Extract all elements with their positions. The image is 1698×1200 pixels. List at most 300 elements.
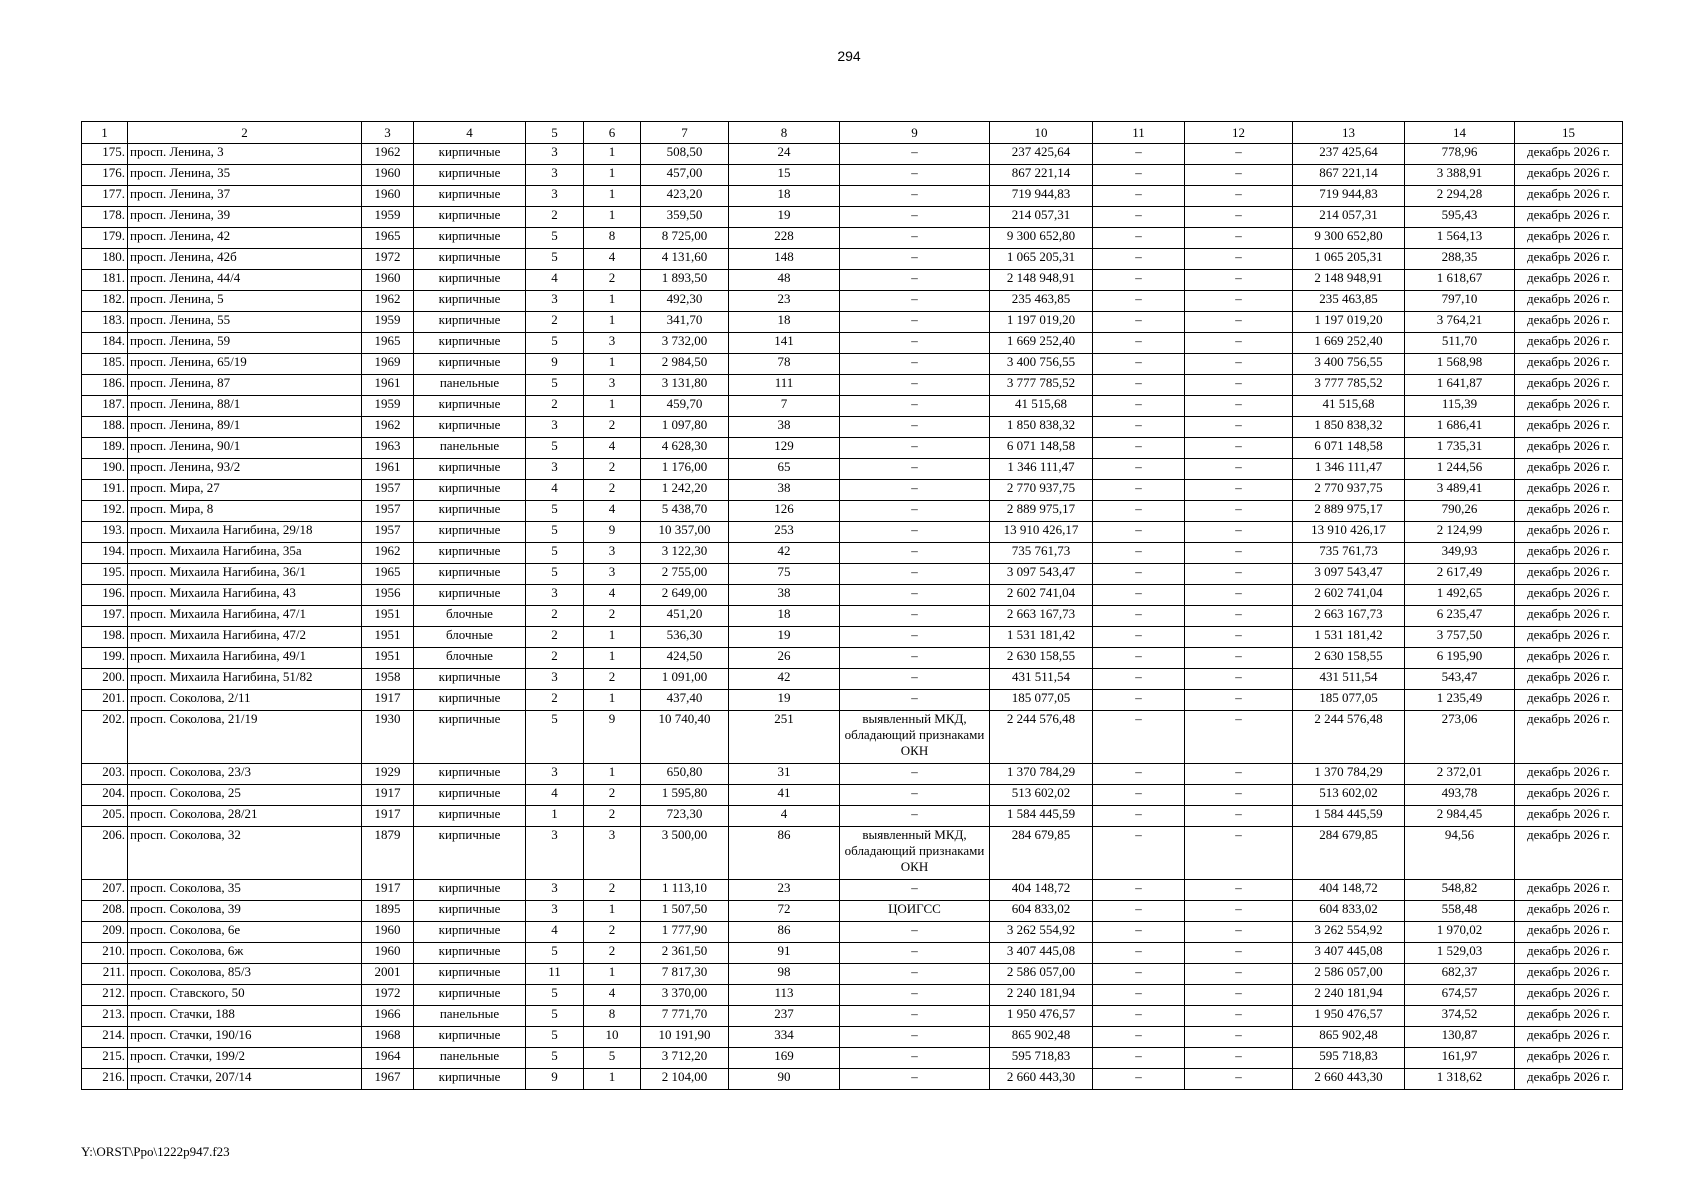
cell-col-5: 5 [526,501,584,522]
cell-col-15: декабрь 2026 г. [1515,312,1623,333]
cell-col-10: 3 262 554,92 [990,922,1093,943]
cell-col-4: кирпичные [414,186,526,207]
cell-col-7: 508,50 [641,144,729,165]
cell-col-11: – [1093,764,1185,785]
cell-col-13: 3 407 445,08 [1293,943,1405,964]
cell-col-10: 2 663 167,73 [990,606,1093,627]
cell-col-7: 3 712,20 [641,1048,729,1069]
cell-col-10: 719 944,83 [990,186,1093,207]
cell-col-15: декабрь 2026 г. [1515,291,1623,312]
column-header-1: 1 [82,122,128,144]
cell-col-11: – [1093,606,1185,627]
cell-col-9: – [840,501,990,522]
cell-col-3: 1951 [362,606,414,627]
cell-col-8: 228 [729,228,840,249]
cell-col-5: 3 [526,165,584,186]
table-row [82,648,1623,669]
cell-col-6: 2 [584,806,641,827]
column-number-header [82,122,1623,144]
cell-col-3: 1957 [362,480,414,501]
cell-col-12: – [1185,806,1293,827]
cell-col-14: 1 318,62 [1405,1069,1515,1090]
cell-col-3: 1962 [362,543,414,564]
cell-col-6: 9 [584,522,641,543]
cell-col-12: – [1185,228,1293,249]
cell-col-14: 558,48 [1405,901,1515,922]
cell-col-13: 595 718,83 [1293,1048,1405,1069]
cell-col-7: 359,50 [641,207,729,228]
cell-col-4: кирпичные [414,943,526,964]
cell-col-12: – [1185,354,1293,375]
cell-col-12: – [1185,459,1293,480]
cell-col-13: 1 584 445,59 [1293,806,1405,827]
cell-col-14: 6 235,47 [1405,606,1515,627]
cell-col-1: 206. [82,827,128,880]
cell-col-14: 2 617,49 [1405,564,1515,585]
cell-col-8: 169 [729,1048,840,1069]
cell-col-1: 205. [82,806,128,827]
cell-col-8: 65 [729,459,840,480]
cell-col-3: 1962 [362,417,414,438]
cell-col-2: просп. Ленина, 42 [128,228,362,249]
cell-col-14: 1 564,13 [1405,228,1515,249]
cell-col-14: 374,52 [1405,1006,1515,1027]
cell-col-3: 1960 [362,270,414,291]
cell-col-14: 3 757,50 [1405,627,1515,648]
cell-col-8: 18 [729,312,840,333]
cell-col-3: 1959 [362,312,414,333]
cell-col-4: кирпичные [414,291,526,312]
cell-col-10: 1 370 784,29 [990,764,1093,785]
cell-col-6: 1 [584,144,641,165]
cell-col-1: 197. [82,606,128,627]
cell-col-13: 2 889 975,17 [1293,501,1405,522]
cell-col-11: – [1093,417,1185,438]
cell-col-14: 790,26 [1405,501,1515,522]
cell-col-13: 3 097 543,47 [1293,564,1405,585]
table-row [82,922,1623,943]
cell-col-3: 1960 [362,165,414,186]
table-row [82,417,1623,438]
cell-col-6: 4 [584,501,641,522]
cell-col-11: – [1093,985,1185,1006]
cell-col-1: 213. [82,1006,128,1027]
column-header-4: 4 [414,122,526,144]
cell-col-8: 18 [729,186,840,207]
cell-col-7: 2 361,50 [641,943,729,964]
cell-col-1: 202. [82,711,128,764]
cell-col-8: 19 [729,627,840,648]
cell-col-7: 7 771,70 [641,1006,729,1027]
cell-col-9: – [840,606,990,627]
cell-col-7: 341,70 [641,312,729,333]
cell-col-7: 437,40 [641,690,729,711]
cell-col-14: 94,56 [1405,827,1515,880]
cell-col-7: 1 893,50 [641,270,729,291]
cell-col-15: декабрь 2026 г. [1515,690,1623,711]
cell-col-11: – [1093,1027,1185,1048]
cell-col-1: 195. [82,564,128,585]
cell-col-3: 1969 [362,354,414,375]
cell-col-12: – [1185,291,1293,312]
cell-col-10: 2 770 937,75 [990,480,1093,501]
cell-col-3: 1965 [362,228,414,249]
cell-col-12: – [1185,880,1293,901]
cell-col-6: 3 [584,543,641,564]
cell-col-10: 595 718,83 [990,1048,1093,1069]
cell-col-9: – [840,1006,990,1027]
cell-col-2: просп. Михаила Нагибина, 51/82 [128,669,362,690]
cell-col-8: 126 [729,501,840,522]
cell-col-12: – [1185,333,1293,354]
cell-col-9: – [840,165,990,186]
table-row [82,785,1623,806]
cell-col-11: – [1093,964,1185,985]
cell-col-2: просп. Мира, 27 [128,480,362,501]
cell-col-7: 1 091,00 [641,669,729,690]
cell-col-6: 2 [584,480,641,501]
cell-col-1: 214. [82,1027,128,1048]
cell-col-2: просп. Ленина, 89/1 [128,417,362,438]
cell-col-2: просп. Михаила Нагибина, 36/1 [128,564,362,585]
cell-col-11: – [1093,522,1185,543]
cell-col-6: 5 [584,1048,641,1069]
cell-col-5: 5 [526,438,584,459]
table-row [82,249,1623,270]
cell-col-2: просп. Михаила Нагибина, 49/1 [128,648,362,669]
table-row [82,459,1623,480]
cell-col-14: 548,82 [1405,880,1515,901]
cell-col-11: – [1093,806,1185,827]
cell-col-10: 41 515,68 [990,396,1093,417]
cell-col-14: 115,39 [1405,396,1515,417]
cell-col-12: – [1185,711,1293,764]
cell-col-11: – [1093,669,1185,690]
cell-col-3: 1968 [362,1027,414,1048]
cell-col-14: 3 388,91 [1405,165,1515,186]
cell-col-10: 404 148,72 [990,880,1093,901]
cell-col-10: 2 602 741,04 [990,585,1093,606]
column-header-10: 10 [990,122,1093,144]
cell-col-7: 4 628,30 [641,438,729,459]
cell-col-10: 1 531 181,42 [990,627,1093,648]
cell-col-1: 201. [82,690,128,711]
cell-col-15: декабрь 2026 г. [1515,585,1623,606]
cell-col-6: 8 [584,228,641,249]
cell-col-2: просп. Михаила Нагибина, 35а [128,543,362,564]
cell-col-11: – [1093,291,1185,312]
cell-col-5: 2 [526,207,584,228]
cell-col-8: 31 [729,764,840,785]
cell-col-14: 1 618,67 [1405,270,1515,291]
cell-col-7: 2 104,00 [641,1069,729,1090]
column-header-2: 2 [128,122,362,144]
table-row [82,943,1623,964]
cell-col-4: панельные [414,438,526,459]
cell-col-15: декабрь 2026 г. [1515,827,1623,880]
cell-col-9: – [840,690,990,711]
cell-col-2: просп. Соколова, 23/3 [128,764,362,785]
cell-col-3: 1960 [362,922,414,943]
cell-col-6: 1 [584,312,641,333]
cell-col-15: декабрь 2026 г. [1515,333,1623,354]
cell-col-8: 18 [729,606,840,627]
cell-col-11: – [1093,880,1185,901]
cell-col-12: – [1185,669,1293,690]
cell-col-2: просп. Ленина, 93/2 [128,459,362,480]
cell-col-1: 193. [82,522,128,543]
cell-col-5: 5 [526,943,584,964]
cell-col-5: 2 [526,396,584,417]
table-row [82,1048,1623,1069]
cell-col-1: 181. [82,270,128,291]
cell-col-8: 251 [729,711,840,764]
cell-col-3: 1959 [362,207,414,228]
cell-col-9: – [840,880,990,901]
table-row [82,228,1623,249]
cell-col-14: 682,37 [1405,964,1515,985]
cell-col-1: 211. [82,964,128,985]
table-row [82,186,1623,207]
column-header-11: 11 [1093,122,1185,144]
file-path-footer: Y:\ORST\Ppo\1222p947.f23 [81,1144,230,1159]
cell-col-15: декабрь 2026 г. [1515,764,1623,785]
cell-col-11: – [1093,186,1185,207]
cell-col-2: просп. Соколова, 21/19 [128,711,362,764]
cell-col-5: 2 [526,606,584,627]
cell-col-6: 1 [584,354,641,375]
cell-col-4: кирпичные [414,417,526,438]
cell-col-5: 5 [526,333,584,354]
cell-col-9: – [840,459,990,480]
cell-col-8: 111 [729,375,840,396]
cell-col-6: 1 [584,165,641,186]
cell-col-1: 180. [82,249,128,270]
cell-col-14: 1 529,03 [1405,943,1515,964]
cell-col-1: 176. [82,165,128,186]
cell-col-3: 1961 [362,375,414,396]
cell-col-12: – [1185,207,1293,228]
cell-col-12: – [1185,375,1293,396]
cell-col-15: декабрь 2026 г. [1515,207,1623,228]
cell-col-7: 536,30 [641,627,729,648]
cell-col-13: 9 300 652,80 [1293,228,1405,249]
cell-col-9: – [840,312,990,333]
cell-col-2: просп. Ленина, 55 [128,312,362,333]
cell-col-12: – [1185,764,1293,785]
cell-col-9: ЦОИГСС [840,901,990,922]
cell-col-4: кирпичные [414,764,526,785]
cell-col-15: декабрь 2026 г. [1515,375,1623,396]
cell-col-8: 23 [729,291,840,312]
cell-col-15: декабрь 2026 г. [1515,501,1623,522]
cell-col-14: 273,06 [1405,711,1515,764]
cell-col-14: 1 568,98 [1405,354,1515,375]
table-row [82,606,1623,627]
cell-col-9: – [840,396,990,417]
cell-col-5: 3 [526,417,584,438]
cell-col-6: 2 [584,459,641,480]
cell-col-8: 86 [729,922,840,943]
cell-col-7: 459,70 [641,396,729,417]
cell-col-7: 3 500,00 [641,827,729,880]
cell-col-14: 6 195,90 [1405,648,1515,669]
cell-col-2: просп. Ленина, 44/4 [128,270,362,291]
cell-col-5: 5 [526,228,584,249]
cell-col-1: 200. [82,669,128,690]
cell-col-11: – [1093,1069,1185,1090]
table-row [82,564,1623,585]
cell-col-7: 8 725,00 [641,228,729,249]
cell-col-15: декабрь 2026 г. [1515,417,1623,438]
cell-col-7: 1 595,80 [641,785,729,806]
cell-col-13: 867 221,14 [1293,165,1405,186]
cell-col-9: – [840,785,990,806]
cell-col-7: 10 191,90 [641,1027,729,1048]
cell-col-2: просп. Ленина, 39 [128,207,362,228]
cell-col-10: 865 902,48 [990,1027,1093,1048]
cell-col-13: 431 511,54 [1293,669,1405,690]
cell-col-7: 1 113,10 [641,880,729,901]
table-row [82,711,1623,764]
table-row [82,270,1623,291]
cell-col-9: – [840,333,990,354]
cell-col-14: 543,47 [1405,669,1515,690]
cell-col-3: 1966 [362,1006,414,1027]
cell-col-12: – [1185,827,1293,880]
cell-col-1: 198. [82,627,128,648]
cell-col-8: 41 [729,785,840,806]
cell-col-8: 38 [729,585,840,606]
cell-col-10: 2 889 975,17 [990,501,1093,522]
cell-col-13: 2 660 443,30 [1293,1069,1405,1090]
cell-col-15: декабрь 2026 г. [1515,186,1623,207]
cell-col-11: – [1093,785,1185,806]
cell-col-3: 1958 [362,669,414,690]
cell-col-13: 735 761,73 [1293,543,1405,564]
cell-col-13: 2 602 741,04 [1293,585,1405,606]
cell-col-9: – [840,627,990,648]
cell-col-15: декабрь 2026 г. [1515,806,1623,827]
table-row [82,901,1623,922]
cell-col-3: 1961 [362,459,414,480]
cell-col-7: 3 370,00 [641,985,729,1006]
cell-col-5: 3 [526,144,584,165]
cell-col-7: 1 507,50 [641,901,729,922]
cell-col-11: – [1093,543,1185,564]
cell-col-15: декабрь 2026 г. [1515,985,1623,1006]
cell-col-3: 1951 [362,627,414,648]
cell-col-13: 2 244 576,48 [1293,711,1405,764]
cell-col-11: – [1093,1006,1185,1027]
cell-col-9: – [840,186,990,207]
cell-col-5: 5 [526,985,584,1006]
cell-col-12: – [1185,943,1293,964]
cell-col-9: – [840,1027,990,1048]
cell-col-3: 1964 [362,1048,414,1069]
cell-col-7: 2 755,00 [641,564,729,585]
table-row [82,522,1623,543]
cell-col-13: 1 197 019,20 [1293,312,1405,333]
cell-col-8: 91 [729,943,840,964]
cell-col-15: декабрь 2026 г. [1515,648,1623,669]
cell-col-5: 3 [526,459,584,480]
cell-col-10: 3 407 445,08 [990,943,1093,964]
cell-col-7: 723,30 [641,806,729,827]
table-row [82,291,1623,312]
cell-col-6: 1 [584,1069,641,1090]
cell-col-11: – [1093,438,1185,459]
cell-col-3: 1930 [362,711,414,764]
cell-col-4: кирпичные [414,564,526,585]
cell-col-13: 2 770 937,75 [1293,480,1405,501]
cell-col-14: 2 372,01 [1405,764,1515,785]
cell-col-3: 1972 [362,985,414,1006]
cell-col-7: 650,80 [641,764,729,785]
cell-col-6: 3 [584,564,641,585]
cell-col-1: 196. [82,585,128,606]
cell-col-14: 797,10 [1405,291,1515,312]
table-row [82,1069,1623,1090]
cell-col-4: кирпичные [414,354,526,375]
cell-col-1: 192. [82,501,128,522]
cell-col-1: 189. [82,438,128,459]
cell-col-4: кирпичные [414,669,526,690]
cell-col-15: декабрь 2026 г. [1515,711,1623,764]
cell-col-15: декабрь 2026 г. [1515,543,1623,564]
cell-col-2: просп. Ленина, 42б [128,249,362,270]
cell-col-2: просп. Ленина, 5 [128,291,362,312]
cell-col-14: 1 244,56 [1405,459,1515,480]
table-row [82,501,1623,522]
cell-col-4: кирпичные [414,312,526,333]
cell-col-13: 1 346 111,47 [1293,459,1405,480]
cell-col-10: 1 065 205,31 [990,249,1093,270]
cell-col-13: 2 148 948,91 [1293,270,1405,291]
cell-col-6: 1 [584,627,641,648]
cell-col-7: 1 777,90 [641,922,729,943]
cell-col-9: – [840,375,990,396]
cell-col-5: 5 [526,375,584,396]
cell-col-13: 3 777 785,52 [1293,375,1405,396]
cell-col-11: – [1093,901,1185,922]
cell-col-11: – [1093,312,1185,333]
cell-col-13: 2 240 181,94 [1293,985,1405,1006]
table-row [82,1006,1623,1027]
cell-col-8: 72 [729,901,840,922]
cell-col-3: 1965 [362,333,414,354]
cell-col-1: 210. [82,943,128,964]
cell-col-8: 24 [729,144,840,165]
cell-col-5: 9 [526,1069,584,1090]
table-row [82,333,1623,354]
cell-col-13: 235 463,85 [1293,291,1405,312]
cell-col-5: 3 [526,585,584,606]
cell-col-4: кирпичные [414,1027,526,1048]
cell-col-15: декабрь 2026 г. [1515,606,1623,627]
cell-col-7: 3 131,80 [641,375,729,396]
cell-col-12: – [1185,1048,1293,1069]
cell-col-8: 42 [729,669,840,690]
cell-col-7: 457,00 [641,165,729,186]
cell-col-13: 3 400 756,55 [1293,354,1405,375]
cell-col-13: 237 425,64 [1293,144,1405,165]
cell-col-11: – [1093,711,1185,764]
cell-col-6: 1 [584,396,641,417]
cell-col-1: 178. [82,207,128,228]
cell-col-3: 1951 [362,648,414,669]
cell-col-7: 1 097,80 [641,417,729,438]
